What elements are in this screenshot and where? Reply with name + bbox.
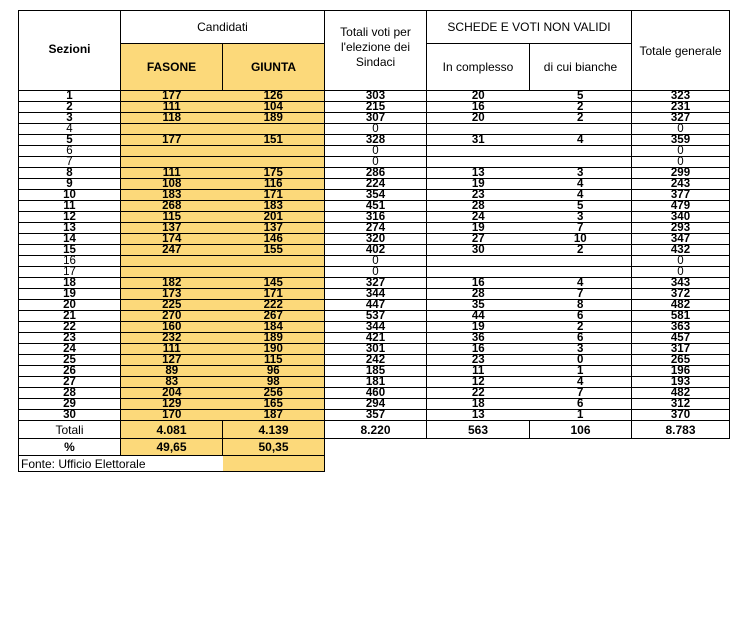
blank-votes: 4 <box>530 278 632 289</box>
blank-votes: 3 <box>530 212 632 223</box>
invalid-votes <box>427 157 530 168</box>
votes-giunta: 187 <box>223 410 325 421</box>
section-number: 23 <box>19 333 121 344</box>
votes-giunta: 175 <box>223 168 325 179</box>
table-row <box>19 355 730 366</box>
section-number: 28 <box>19 388 121 399</box>
grand-total: 340 <box>632 212 730 223</box>
table-row <box>19 410 730 421</box>
valid-votes: 328 <box>325 135 427 146</box>
blank-votes: 1 <box>530 366 632 377</box>
votes-fasone: 174 <box>121 234 223 245</box>
votes-fasone: 247 <box>121 245 223 256</box>
valid-votes: 447 <box>325 300 427 311</box>
votes-giunta <box>223 256 325 267</box>
votes-giunta <box>223 146 325 157</box>
votes-fasone: 170 <box>121 410 223 421</box>
votes-giunta: 155 <box>223 245 325 256</box>
valid-votes: 185 <box>325 366 427 377</box>
invalid-votes: 28 <box>427 201 530 212</box>
votes-fasone: 268 <box>121 201 223 212</box>
invalid-votes: 16 <box>427 278 530 289</box>
votes-giunta: 267 <box>223 311 325 322</box>
blank-votes <box>530 157 632 168</box>
votes-giunta: 222 <box>223 300 325 311</box>
section-number: 9 <box>19 179 121 190</box>
table-row <box>19 212 730 223</box>
table-row <box>19 124 730 135</box>
table-row <box>19 399 730 410</box>
invalid-votes: 20 <box>427 113 530 124</box>
table-row <box>19 135 730 146</box>
table-row <box>19 245 730 256</box>
valid-votes: 274 <box>325 223 427 234</box>
votes-fasone: 182 <box>121 278 223 289</box>
table-row <box>19 311 730 322</box>
section-number: 29 <box>19 399 121 410</box>
table-row <box>19 366 730 377</box>
votes-giunta: 145 <box>223 278 325 289</box>
table-row <box>19 300 730 311</box>
votes-fasone: 173 <box>121 289 223 300</box>
invalid-votes <box>427 256 530 267</box>
grand-total: 359 <box>632 135 730 146</box>
blank-votes: 4 <box>530 179 632 190</box>
section-number: 20 <box>19 300 121 311</box>
valid-votes: 303 <box>325 91 427 102</box>
blank-votes: 1 <box>530 410 632 421</box>
table-row <box>19 267 730 278</box>
valid-votes: 421 <box>325 333 427 344</box>
section-number: 3 <box>19 113 121 124</box>
valid-votes: 307 <box>325 113 427 124</box>
blank-votes <box>530 146 632 157</box>
blank-votes: 2 <box>530 245 632 256</box>
grand-total: 293 <box>632 223 730 234</box>
header-sections: Sezioni <box>19 11 121 91</box>
votes-fasone: 270 <box>121 311 223 322</box>
grand-total: 432 <box>632 245 730 256</box>
table-row <box>19 91 730 102</box>
header-invalid-total: In complesso <box>427 44 530 91</box>
valid-votes: 215 <box>325 102 427 113</box>
votes-giunta: 165 <box>223 399 325 410</box>
votes-fasone: 118 <box>121 113 223 124</box>
grand-total: 482 <box>632 388 730 399</box>
section-number: 10 <box>19 190 121 201</box>
header-valid-votes: Totali voti per l'elezione dei Sindaci <box>325 11 427 91</box>
blank-votes: 4 <box>530 377 632 388</box>
grand-total: 347 <box>632 234 730 245</box>
header-candidate-giunta: GIUNTA <box>223 44 325 91</box>
table-row <box>19 377 730 388</box>
votes-giunta: 98 <box>223 377 325 388</box>
votes-giunta: 189 <box>223 113 325 124</box>
votes-fasone: 89 <box>121 366 223 377</box>
table-row <box>19 278 730 289</box>
invalid-votes: 18 <box>427 399 530 410</box>
section-number: 5 <box>19 135 121 146</box>
votes-fasone: 111 <box>121 168 223 179</box>
grand-total: 482 <box>632 300 730 311</box>
header-invalid-group: SCHEDE E VOTI NON VALIDI <box>427 11 632 44</box>
grand-total: 479 <box>632 201 730 212</box>
blank-votes: 2 <box>530 113 632 124</box>
valid-votes: 354 <box>325 190 427 201</box>
blank-votes: 6 <box>530 333 632 344</box>
votes-fasone: 111 <box>121 344 223 355</box>
invalid-votes: 19 <box>427 322 530 333</box>
votes-giunta: 189 <box>223 333 325 344</box>
table-row <box>19 179 730 190</box>
valid-votes: 0 <box>325 267 427 278</box>
section-number: 15 <box>19 245 121 256</box>
totals-invalid: 563 <box>427 421 530 439</box>
grand-total: 312 <box>632 399 730 410</box>
blank-votes: 6 <box>530 311 632 322</box>
blank-votes: 7 <box>530 289 632 300</box>
valid-votes: 294 <box>325 399 427 410</box>
blank-votes: 10 <box>530 234 632 245</box>
section-number: 22 <box>19 322 121 333</box>
votes-fasone: 108 <box>121 179 223 190</box>
invalid-votes: 24 <box>427 212 530 223</box>
votes-fasone: 232 <box>121 333 223 344</box>
table-row <box>19 388 730 399</box>
votes-giunta: 184 <box>223 322 325 333</box>
table-row <box>19 322 730 333</box>
totals-valid-votes: 8.220 <box>325 421 427 439</box>
invalid-votes: 13 <box>427 410 530 421</box>
section-number: 25 <box>19 355 121 366</box>
section-number: 27 <box>19 377 121 388</box>
grand-total: 0 <box>632 256 730 267</box>
votes-giunta: 146 <box>223 234 325 245</box>
invalid-votes: 31 <box>427 135 530 146</box>
invalid-votes: 19 <box>427 223 530 234</box>
table-row <box>19 113 730 124</box>
votes-giunta: 151 <box>223 135 325 146</box>
totals-label: Totali <box>19 421 121 439</box>
grand-total: 193 <box>632 377 730 388</box>
blank-votes: 2 <box>530 322 632 333</box>
grand-total: 196 <box>632 366 730 377</box>
votes-fasone: 160 <box>121 322 223 333</box>
blank-votes: 7 <box>530 223 632 234</box>
grand-total: 317 <box>632 344 730 355</box>
table-row <box>19 289 730 300</box>
invalid-votes: 36 <box>427 333 530 344</box>
grand-total: 231 <box>632 102 730 113</box>
section-number: 2 <box>19 102 121 113</box>
blank-votes: 0 <box>530 355 632 366</box>
totals-blank: 106 <box>530 421 632 439</box>
valid-votes: 0 <box>325 157 427 168</box>
votes-giunta: 115 <box>223 355 325 366</box>
section-number: 21 <box>19 311 121 322</box>
votes-fasone <box>121 146 223 157</box>
valid-votes: 327 <box>325 278 427 289</box>
invalid-votes: 28 <box>427 289 530 300</box>
table-row <box>19 333 730 344</box>
section-number: 18 <box>19 278 121 289</box>
blank-votes: 6 <box>530 399 632 410</box>
votes-fasone: 177 <box>121 91 223 102</box>
votes-fasone <box>121 256 223 267</box>
invalid-votes: 44 <box>427 311 530 322</box>
votes-fasone: 127 <box>121 355 223 366</box>
table-row <box>19 168 730 179</box>
grand-total: 370 <box>632 410 730 421</box>
votes-giunta: 171 <box>223 289 325 300</box>
votes-fasone: 177 <box>121 135 223 146</box>
table-row <box>19 190 730 201</box>
votes-fasone: 83 <box>121 377 223 388</box>
valid-votes: 316 <box>325 212 427 223</box>
valid-votes: 344 <box>325 289 427 300</box>
invalid-votes: 16 <box>427 344 530 355</box>
percent-fasone: 49,65 <box>121 439 223 456</box>
blank-votes: 2 <box>530 102 632 113</box>
invalid-votes <box>427 146 530 157</box>
grand-total: 323 <box>632 91 730 102</box>
valid-votes: 0 <box>325 146 427 157</box>
valid-votes: 460 <box>325 388 427 399</box>
invalid-votes: 30 <box>427 245 530 256</box>
votes-giunta: 201 <box>223 212 325 223</box>
votes-giunta: 183 <box>223 201 325 212</box>
section-number: 11 <box>19 201 121 212</box>
invalid-votes: 22 <box>427 388 530 399</box>
invalid-votes: 19 <box>427 179 530 190</box>
header-candidates: Candidati <box>121 11 325 44</box>
invalid-votes: 13 <box>427 168 530 179</box>
section-number: 14 <box>19 234 121 245</box>
invalid-votes: 11 <box>427 366 530 377</box>
votes-fasone: 183 <box>121 190 223 201</box>
blank-votes <box>530 267 632 278</box>
section-number: 17 <box>19 267 121 278</box>
grand-total: 377 <box>632 190 730 201</box>
votes-giunta: 171 <box>223 190 325 201</box>
valid-votes: 320 <box>325 234 427 245</box>
valid-votes: 286 <box>325 168 427 179</box>
table-row <box>19 344 730 355</box>
grand-total: 581 <box>632 311 730 322</box>
valid-votes: 181 <box>325 377 427 388</box>
grand-total: 0 <box>632 267 730 278</box>
section-number: 8 <box>19 168 121 179</box>
invalid-votes: 35 <box>427 300 530 311</box>
blank-votes: 3 <box>530 168 632 179</box>
votes-giunta <box>223 267 325 278</box>
section-number: 4 <box>19 124 121 135</box>
header-invalid-blank: di cui bianche <box>530 44 632 91</box>
votes-giunta: 137 <box>223 223 325 234</box>
totals-fasone: 4.081 <box>121 421 223 439</box>
totals-giunta: 4.139 <box>223 421 325 439</box>
votes-giunta: 126 <box>223 91 325 102</box>
grand-total: 363 <box>632 322 730 333</box>
section-number: 16 <box>19 256 121 267</box>
votes-giunta: 190 <box>223 344 325 355</box>
grand-total: 243 <box>632 179 730 190</box>
votes-giunta: 256 <box>223 388 325 399</box>
section-number: 12 <box>19 212 121 223</box>
grand-total: 327 <box>632 113 730 124</box>
grand-total: 343 <box>632 278 730 289</box>
section-number: 30 <box>19 410 121 421</box>
blank-votes: 4 <box>530 135 632 146</box>
valid-votes: 344 <box>325 322 427 333</box>
section-number: 6 <box>19 146 121 157</box>
grand-total: 299 <box>632 168 730 179</box>
table-row <box>19 234 730 245</box>
votes-giunta: 116 <box>223 179 325 190</box>
blank-votes <box>530 124 632 135</box>
valid-votes: 357 <box>325 410 427 421</box>
blank-votes: 7 <box>530 388 632 399</box>
valid-votes: 0 <box>325 256 427 267</box>
section-number: 1 <box>19 91 121 102</box>
grand-total: 0 <box>632 124 730 135</box>
valid-votes: 0 <box>325 124 427 135</box>
blank-votes: 8 <box>530 300 632 311</box>
blank-votes: 5 <box>530 91 632 102</box>
grand-total: 265 <box>632 355 730 366</box>
section-number: 19 <box>19 289 121 300</box>
invalid-votes: 12 <box>427 377 530 388</box>
section-number: 7 <box>19 157 121 168</box>
invalid-votes: 23 <box>427 190 530 201</box>
table-row <box>19 256 730 267</box>
table-row <box>19 157 730 168</box>
table-row <box>19 201 730 212</box>
valid-votes: 242 <box>325 355 427 366</box>
results-table <box>18 10 730 472</box>
votes-fasone <box>121 267 223 278</box>
blank-votes: 3 <box>530 344 632 355</box>
votes-fasone <box>121 124 223 135</box>
source-note: Fonte: Ufficio Elettorale <box>19 456 223 472</box>
header-grand-total: Totale generale <box>632 11 730 91</box>
invalid-votes <box>427 267 530 278</box>
blank-votes: 5 <box>530 201 632 212</box>
votes-giunta <box>223 124 325 135</box>
blank-votes: 4 <box>530 190 632 201</box>
grand-total: 372 <box>632 289 730 300</box>
blank-votes <box>530 256 632 267</box>
invalid-votes: 16 <box>427 102 530 113</box>
grand-total: 457 <box>632 333 730 344</box>
table-row <box>19 146 730 157</box>
votes-giunta: 104 <box>223 102 325 113</box>
votes-fasone: 129 <box>121 399 223 410</box>
votes-fasone: 111 <box>121 102 223 113</box>
votes-fasone: 204 <box>121 388 223 399</box>
section-number: 24 <box>19 344 121 355</box>
grand-total: 0 <box>632 157 730 168</box>
votes-fasone: 137 <box>121 223 223 234</box>
valid-votes: 301 <box>325 344 427 355</box>
valid-votes: 402 <box>325 245 427 256</box>
grand-total: 0 <box>632 146 730 157</box>
invalid-votes: 23 <box>427 355 530 366</box>
invalid-votes: 20 <box>427 91 530 102</box>
section-number: 13 <box>19 223 121 234</box>
votes-fasone <box>121 157 223 168</box>
invalid-votes <box>427 124 530 135</box>
votes-fasone: 115 <box>121 212 223 223</box>
votes-giunta: 96 <box>223 366 325 377</box>
totals-grand: 8.783 <box>632 421 730 439</box>
section-number: 26 <box>19 366 121 377</box>
table-row <box>19 223 730 234</box>
votes-fasone: 225 <box>121 300 223 311</box>
invalid-votes: 27 <box>427 234 530 245</box>
valid-votes: 224 <box>325 179 427 190</box>
valid-votes: 537 <box>325 311 427 322</box>
valid-votes: 451 <box>325 201 427 212</box>
percent-label: % <box>19 439 121 456</box>
header-candidate-fasone: FASONE <box>121 44 223 91</box>
table-row <box>19 102 730 113</box>
percent-giunta: 50,35 <box>223 439 325 456</box>
votes-giunta <box>223 157 325 168</box>
